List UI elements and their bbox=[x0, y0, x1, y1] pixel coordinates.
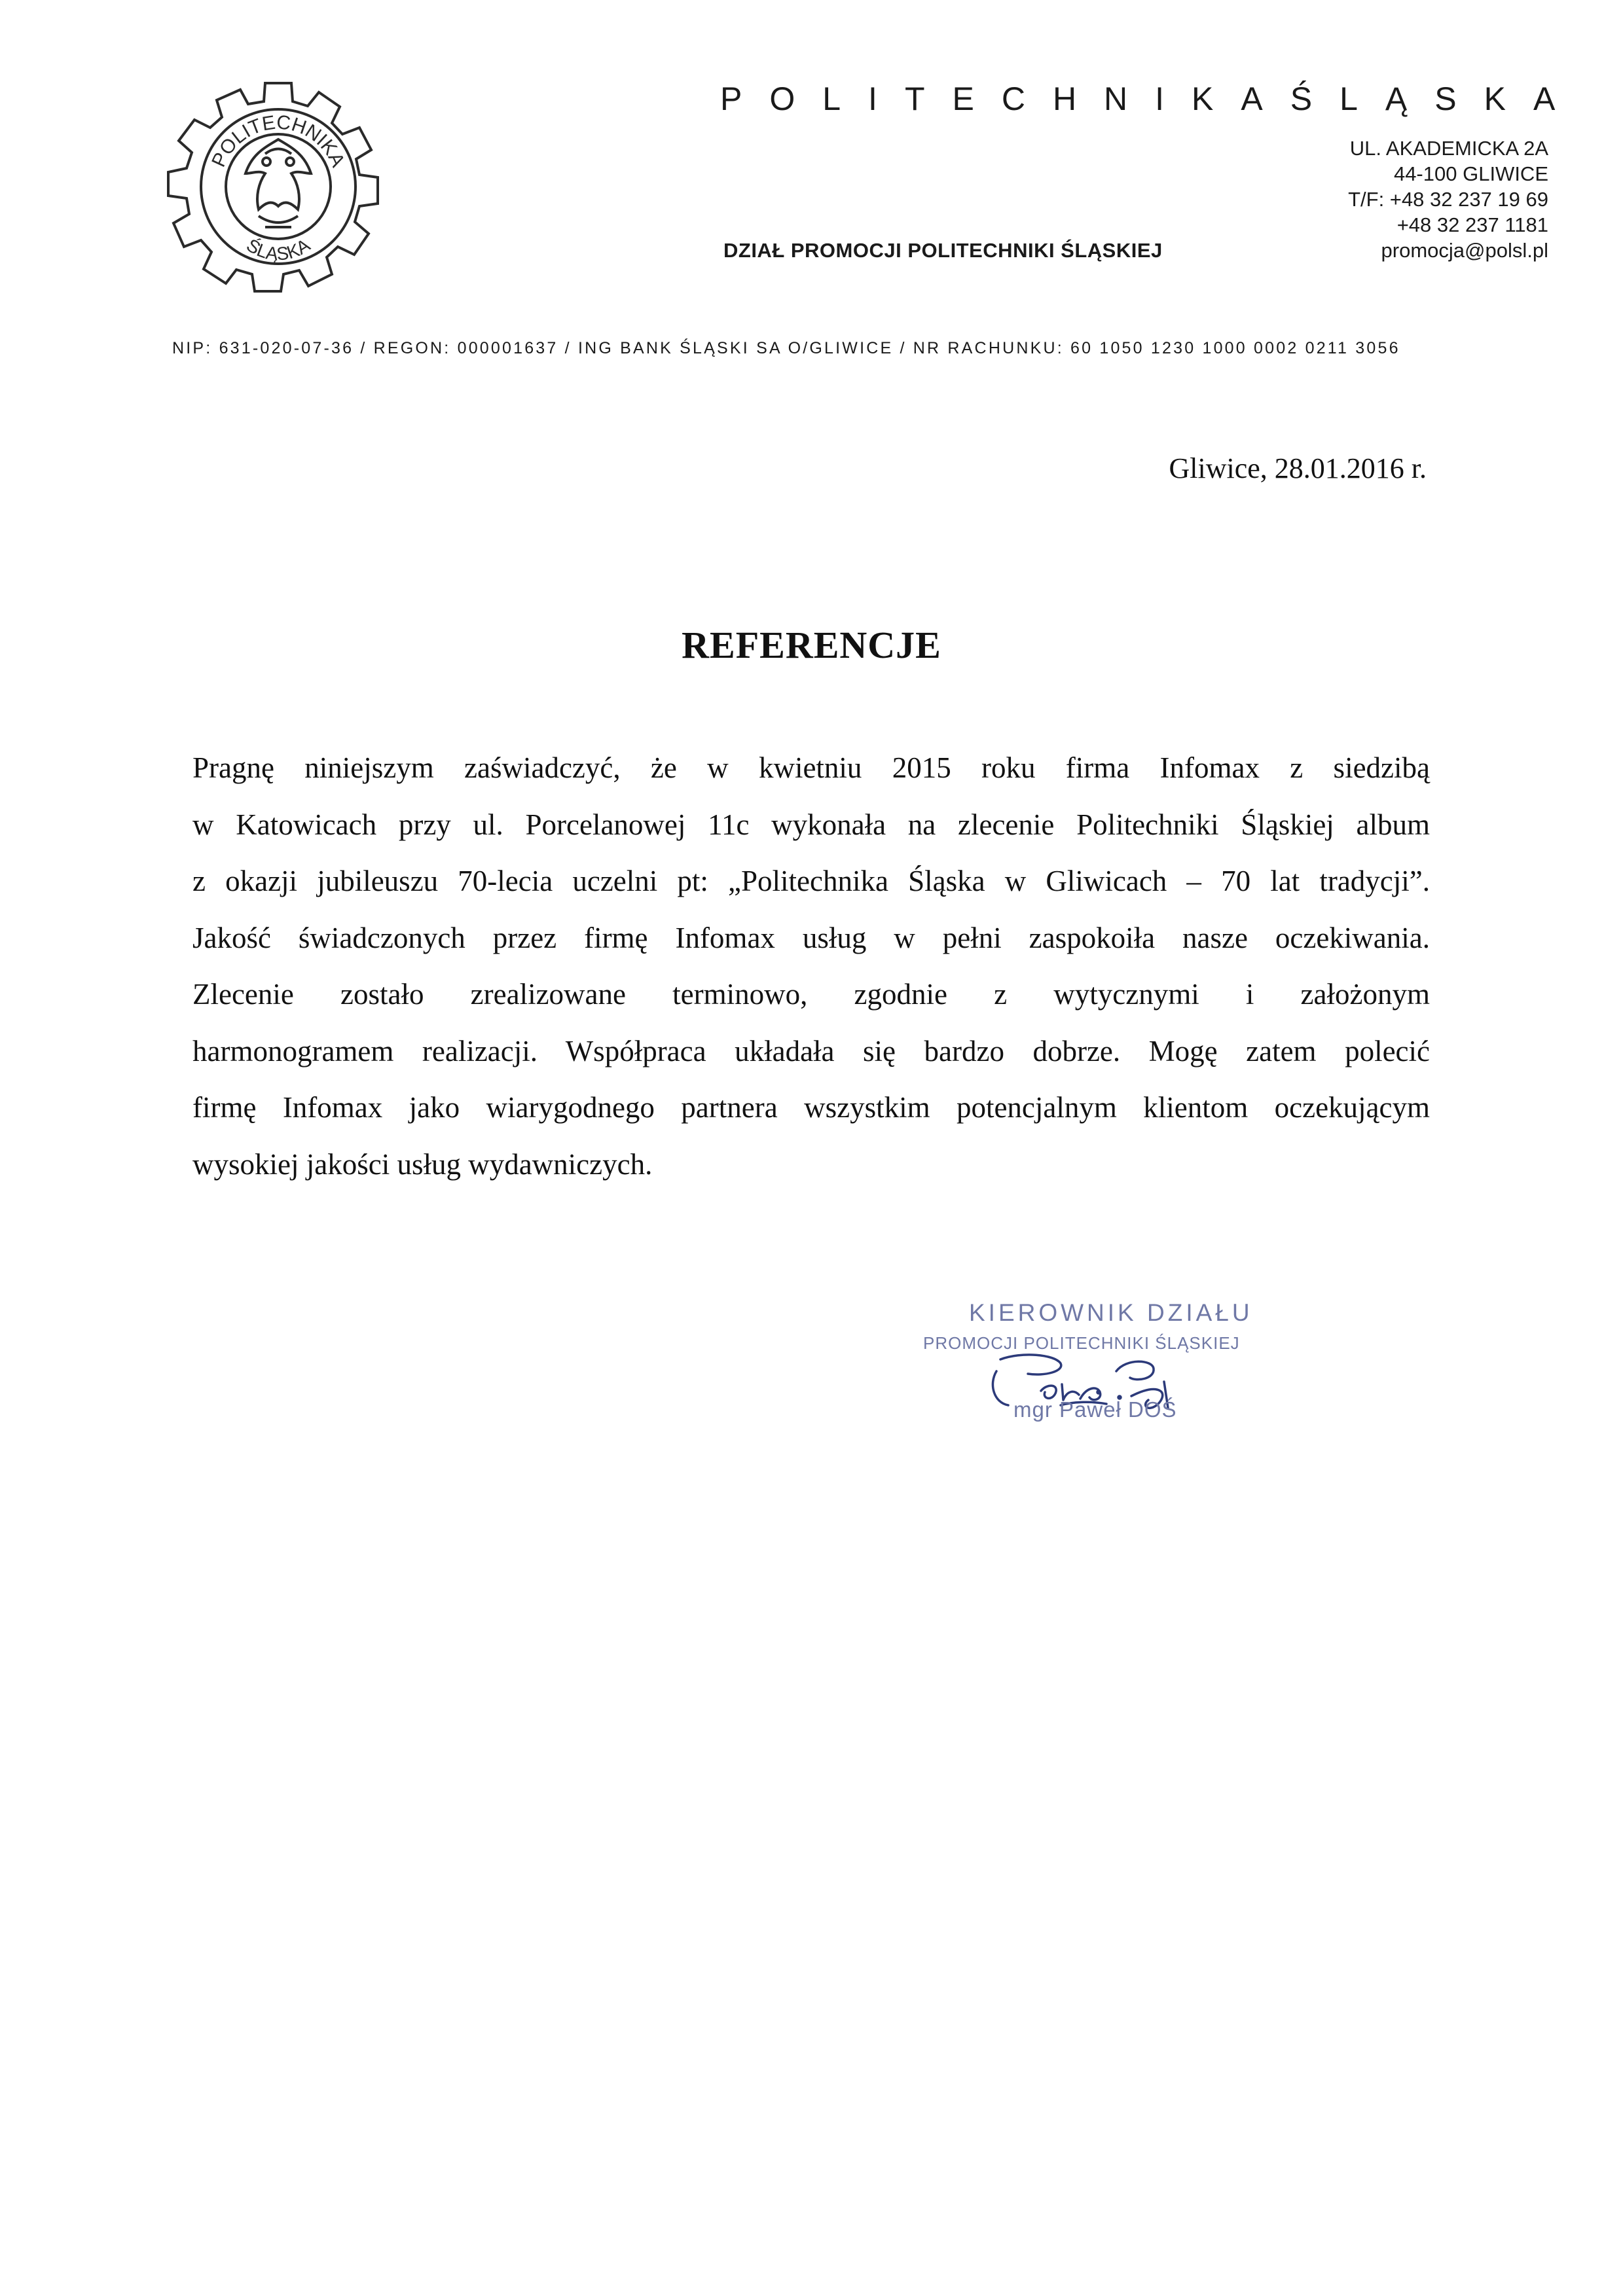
address-city: 44-100 GLIWICE bbox=[1393, 162, 1548, 185]
body-line: wysokiej jakości usług wydawniczych. bbox=[192, 1147, 653, 1181]
address-block bbox=[1348, 135, 1548, 263]
university-name bbox=[720, 80, 1583, 118]
university-seal-icon bbox=[167, 75, 390, 298]
seal-text-bottom: ŚLĄSKA bbox=[243, 234, 314, 264]
address-phone: T/F: +48 32 237 19 69 bbox=[1348, 188, 1548, 211]
address-phone-secondary: +48 32 237 1181 bbox=[1396, 213, 1548, 236]
stamp-title: KIEROWNIK DZIAŁU bbox=[969, 1299, 1253, 1326]
address-email: promocja@polsl.pl bbox=[1381, 239, 1548, 262]
body-line: firmę Infomax jako wiarygodnego partnera wszystkim potencjalnym klientom oczekującym bbox=[192, 1091, 1430, 1124]
stamp-signatory-name: mgr Paweł DOŚ bbox=[1013, 1397, 1177, 1422]
svg-text:POLITECHNIKA bbox=[208, 111, 348, 170]
body-line: w Katowicach przy ul. Porcelanowej 11c wykonała na zlecenie Politechniki Śląskiej album bbox=[192, 808, 1430, 841]
university-name-word1: POLITECHNIKA bbox=[720, 81, 1290, 117]
stamp-department: PROMOCJI POLITECHNIKI ŚLĄSKIEJ bbox=[923, 1333, 1240, 1353]
official-stamp bbox=[903, 1299, 1309, 1443]
letter-date: Gliwice, 28.01.2016 r. bbox=[1169, 452, 1427, 484]
body-line: Jakość świadczonych przez firmę Infomax usług w pełni zaspokoiła nasze oczekiwania. bbox=[192, 921, 1430, 954]
body-line: harmonogramem realizacji. Współpraca układała się bardzo dobrze. Mogę zatem polecić bbox=[192, 1034, 1430, 1067]
body-line: Zlecenie zostało zrealizowane terminowo, zgodnie z wytycznymi i założonym bbox=[192, 978, 1430, 1011]
address-street: UL. AKADEMICKA 2A bbox=[1349, 137, 1548, 160]
bank-details: NIP: 631-020-07-36 / REGON: 000001637 / ING BANK ŚLĄSKI SA O/GLIWICE / NR RACHUNKU: 60 1050 1230 1000 0002 0211 3056 bbox=[172, 339, 1400, 357]
letter-body bbox=[192, 740, 1430, 1193]
seal-text-top: POLITECHNIKA bbox=[208, 111, 349, 171]
letter-title: REFERENCJE bbox=[682, 624, 941, 666]
body-line: Pragnę niniejszym zaświadczyć, że w kwietniu 2015 roku firma Infomax z siedzibą bbox=[192, 751, 1430, 784]
department-name: DZIAŁ PROMOCJI POLITECHNIKI ŚLĄSKIEJ bbox=[723, 239, 1163, 262]
university-name-word2: ŚLĄSKA bbox=[1290, 81, 1583, 117]
body-line: z okazji jubileuszu 70-lecia uczelni pt: „Politechnika Śląska w Gliwicach – 70 lat tradycji”. bbox=[192, 865, 1430, 897]
